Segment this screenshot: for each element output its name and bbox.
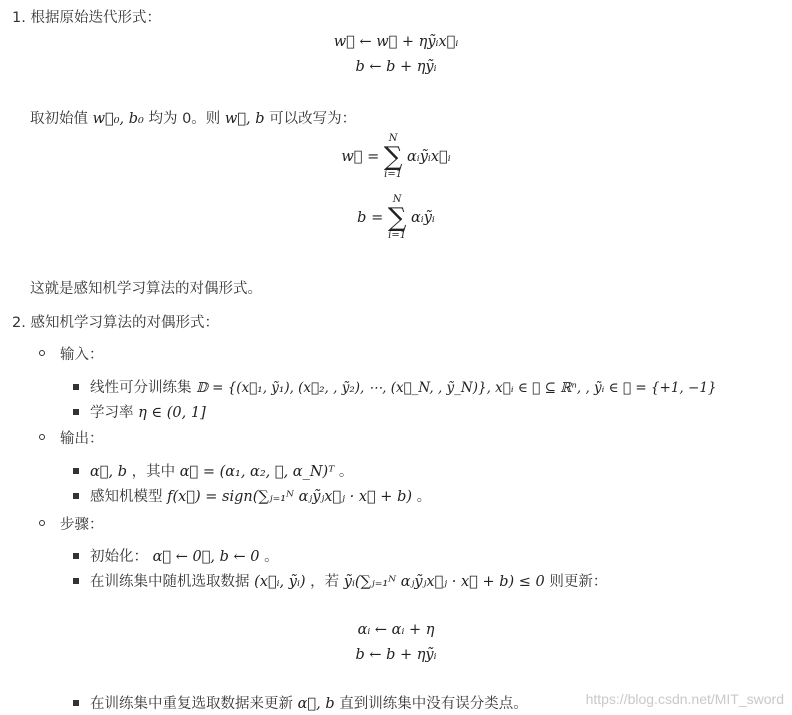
sum-b-lower: i=1: [388, 230, 407, 241]
watermark: https://blog.csdn.net/MIT_sword: [585, 691, 784, 707]
sigma-icon: ∑: [383, 142, 403, 172]
step-select-prefix: 在训练集中随机选取数据: [90, 574, 250, 590]
equation-alpha-update: αᵢ ← αᵢ + η: [357, 622, 435, 638]
item1-heading: 根据原始迭代形式：: [30, 10, 161, 26]
square-bullet-icon: [73, 700, 79, 706]
init-sentence: [30, 107, 356, 128]
step-select-math2: ỹᵢ(∑ⱼ₌₁ᴺ αⱼỹⱼx⃗ⱼ · x⃗ + b) ≤ 0: [343, 574, 545, 590]
output-model-suffix: 。: [416, 489, 432, 505]
equation-w-update: w⃗ ← w⃗ + ηỹᵢx⃗ᵢ: [333, 34, 459, 50]
init-suffix: 可以改写为：: [269, 111, 357, 127]
step-repeat-suffix: 直到训练集中没有误分类点。: [339, 696, 528, 712]
steps-label: 步骤：: [60, 517, 104, 533]
output-params-math2: α⃗ = (α₁, α₂, ⋯, α_N)ᵀ: [179, 464, 335, 480]
step-item-init: [90, 545, 279, 566]
init-vars: w⃗₀, b₀: [92, 111, 144, 127]
sum-b-upper: N: [392, 194, 402, 205]
step-item-select: [90, 570, 607, 591]
square-bullet-icon: [73, 493, 79, 499]
output-model-math: f(x⃗) = sign(∑ⱼ₌₁ᴺ αⱼỹⱼx⃗ⱼ · x⃗ + b): [167, 489, 413, 505]
sigma-icon: ∑: [387, 203, 407, 233]
equation-sum-b: [0, 195, 792, 241]
step-select-mid: ，若: [310, 574, 340, 590]
init-vars2: w⃗, b: [224, 111, 265, 127]
item2-heading-line: [12, 311, 219, 332]
circle-bullet-icon: [39, 434, 45, 440]
sum-w-lower: i=1: [384, 169, 403, 180]
input-dataset-prefix: 线性可分训练集: [90, 380, 192, 396]
equation-sum-w: [0, 134, 792, 180]
square-bullet-icon: [73, 409, 79, 415]
input-dataset-math: 𝔻 = {(x⃗₁, ỹ₁), (x⃗₂, , ỹ₂), ⋯, (x⃗_N, , ỹ_N)}, x⃗ᵢ ∈ 𝒳 ⊆ ℝⁿ, , ỹᵢ ∈ 𝒴 = {+1, −1}: [196, 380, 717, 396]
input-item-learning-rate: [90, 401, 206, 422]
sum-w-sigma: [384, 134, 403, 180]
sum-w-upper: N: [388, 133, 398, 144]
square-bullet-icon: [73, 468, 79, 474]
item1-conclusion: 这就是感知机学习算法的对偶形式。: [30, 281, 262, 297]
output-params-mid: ，其中: [131, 464, 176, 480]
output-params-math1: α⃗, b: [90, 464, 127, 480]
input-lr-prefix: 学习率: [90, 405, 134, 421]
step-item-repeat: [90, 692, 528, 713]
step-repeat-math: α⃗, b: [297, 696, 335, 712]
output-model-prefix: 感知机模型: [90, 489, 163, 505]
circle-bullet-icon: [39, 350, 45, 356]
sum-b-rhs: αᵢỹᵢ: [411, 210, 435, 226]
output-params-suffix: 。: [338, 464, 354, 480]
item2-heading: 感知机学习算法的对偶形式：: [30, 315, 219, 331]
step-init-math: α⃗ ← 0⃗, b ← 0: [152, 549, 260, 565]
sum-b-sigma: [388, 195, 407, 241]
sum-w-lhs: w⃗ =: [341, 149, 380, 165]
input-item-dataset: [90, 376, 717, 397]
output-item-model: [90, 485, 431, 506]
output-label: 输出：: [60, 431, 104, 447]
input-lr-math: η ∈ (0, 1]: [138, 405, 206, 421]
equation-b-update-dual: b ← b + ηỹᵢ: [355, 647, 437, 663]
square-bullet-icon: [73, 384, 79, 390]
item1-number: 1.: [12, 10, 26, 26]
init-mid: 均为 0。则: [148, 111, 221, 127]
square-bullet-icon: [73, 578, 79, 584]
input-label: 输入：: [60, 347, 104, 363]
step-init-suffix: 。: [264, 549, 279, 565]
init-prefix: 取初始值: [30, 111, 88, 127]
step-init-prefix: 初始化：: [90, 549, 148, 565]
circle-bullet-icon: [39, 520, 45, 526]
step-select-suffix: 则更新：: [549, 574, 608, 590]
step-select-math1: (x⃗ᵢ, ỹᵢ): [254, 574, 306, 590]
square-bullet-icon: [73, 553, 79, 559]
sum-w-rhs: αᵢỹᵢx⃗ᵢ: [407, 149, 451, 165]
item1-heading-line: [12, 6, 161, 27]
output-item-params: [90, 460, 353, 481]
item2-number: 2.: [12, 315, 26, 331]
step-repeat-prefix: 在训练集中重复选取数据来更新: [90, 696, 293, 712]
sum-b-lhs: b =: [357, 210, 384, 226]
equation-b-update: b ← b + ηỹᵢ: [355, 59, 437, 75]
